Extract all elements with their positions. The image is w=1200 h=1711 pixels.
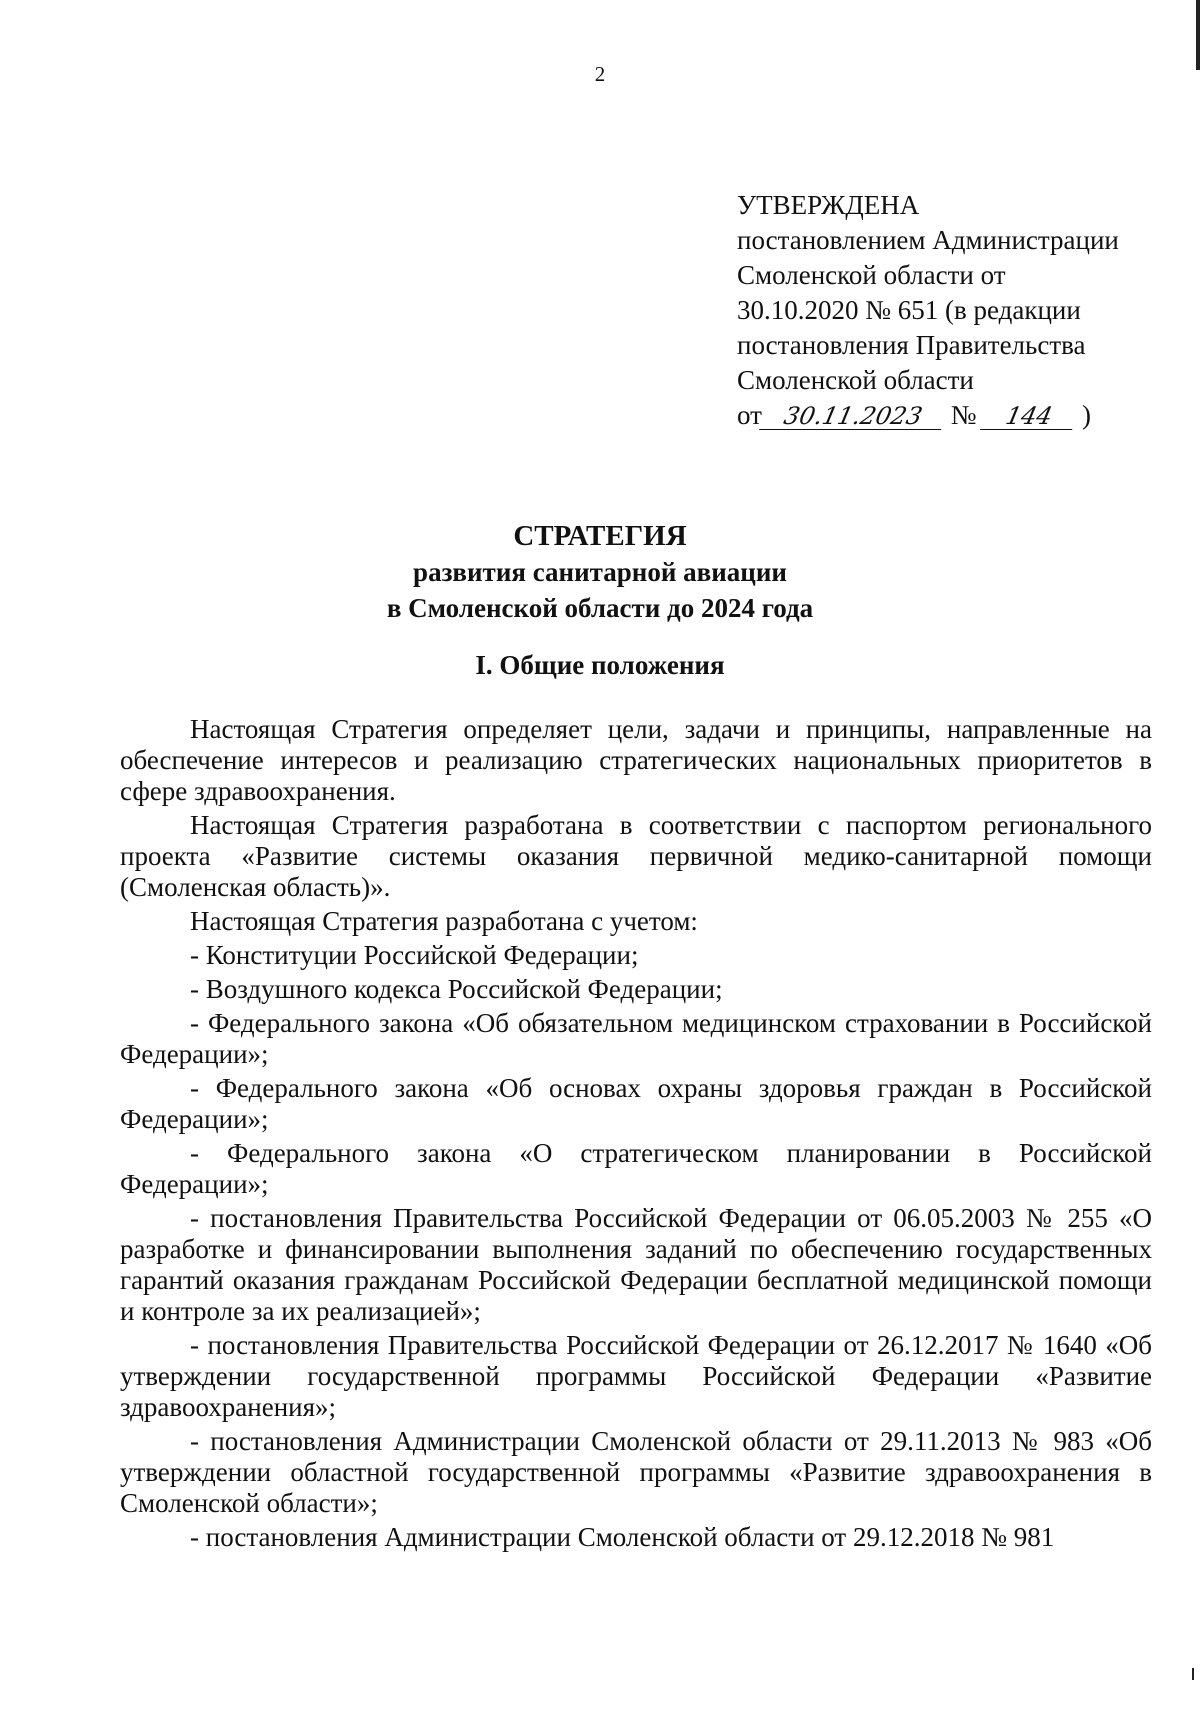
title-subtitle: в Смоленской области до 2024 года <box>386 593 814 623</box>
list-item: - постановления Администрации Смоленской области от 29.11.2013 № 983 «Об утверждении областной государственной программы «Развитие здравоохранения в Смоленской области»; <box>120 1426 1152 1518</box>
section-heading: I. Общие положения <box>475 650 725 680</box>
approval-number-label: № <box>950 400 977 430</box>
handwritten-number: 144 <box>980 403 1078 430</box>
approval-line: Смоленской области от <box>737 260 1006 290</box>
list-item: - постановления Администрации Смоленской области от 29.12.2018 № 981 <box>190 1522 1055 1552</box>
approval-line: постановления Правительства <box>737 330 1086 360</box>
approval-line: Смоленской области <box>737 365 974 395</box>
scan-edge-mark <box>1196 0 1200 70</box>
approval-date-number-line <box>737 398 1157 433</box>
list-item: - Воздушного кодекса Российской Федерации; <box>190 974 723 1004</box>
list-item: - Конституции Российской Федерации; <box>190 940 639 970</box>
approval-line: 30.10.2020 № 651 (в редакции <box>737 295 1081 325</box>
list-item: - постановления Правительства Российской Федерации от 26.12.2017 № 1640 «Об утверждении государственной программы Российской Федерации «Развитие здравоохранения»; <box>120 1330 1152 1422</box>
approval-stamp-block <box>737 188 1157 433</box>
page-number: 2 <box>594 62 606 86</box>
list-item: - Федерального закона «О стратегическом планировании в Российской Федерации»; <box>120 1138 1152 1199</box>
handwritten-date: 30.11.2023 <box>759 403 947 430</box>
list-item: - Федерального закона «Об обязательном медицинском страховании в Российской Федерации»; <box>120 1008 1152 1069</box>
document-title <box>0 518 1200 626</box>
paragraph: Настоящая Стратегия разработана с учетом: <box>190 906 698 936</box>
scan-edge-mark <box>1192 1668 1194 1680</box>
title-subtitle: развития санитарной авиации <box>413 557 787 587</box>
approval-from-label: от <box>737 400 762 430</box>
document-body <box>120 714 1152 1556</box>
list-item: - постановления Правительства Российской Федерации от 06.05.2003 № 255 «О разработке и финансировании выполнения заданий по обеспечению государственных гарантий оказания гражданам Российской Федерации бесплатной медицинской помощи и контроле за их реализацией»; <box>120 1203 1152 1326</box>
approval-line: УТВЕРЖДЕНА <box>737 190 920 220</box>
approval-line: постановлением Администрации <box>737 225 1119 255</box>
paragraph: Настоящая Стратегия определяет цели, задачи и принципы, направленные на обеспечение интересов и реализацию стратегических национальных приоритетов в сфере здравоохранения. <box>120 714 1152 806</box>
paragraph: Настоящая Стратегия разработана в соответствии с паспортом регионального проекта «Развитие системы оказания первичной медико-санитарной помощи (Смоленская область)». <box>120 810 1152 902</box>
approval-closing-paren: ) <box>1081 400 1091 430</box>
title-main: СТРАТЕГИЯ <box>513 520 687 552</box>
list-item: - Федерального закона «Об основах охраны здоровья граждан в Российской Федерации»; <box>120 1073 1152 1134</box>
